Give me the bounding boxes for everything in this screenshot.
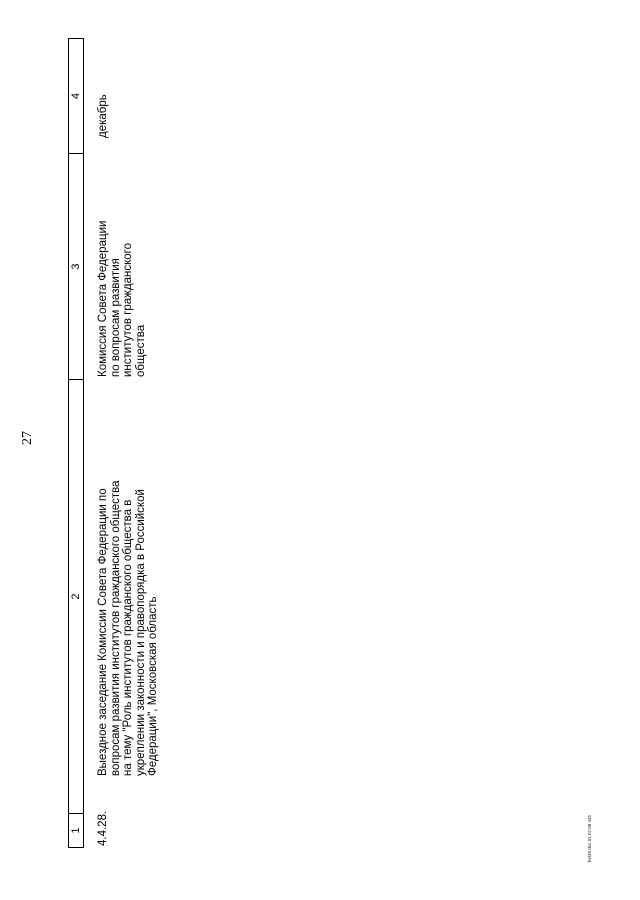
column-number-1: 1 xyxy=(70,827,82,834)
event-date: декабрь xyxy=(97,94,109,138)
column-number-3: 3 xyxy=(70,263,82,270)
table-top-border xyxy=(68,38,69,848)
column-number-4: 4 xyxy=(70,92,82,100)
row-number: 4.4.28. xyxy=(97,810,109,846)
footer-file-code: bel39.doc 01.07.08 445 xyxy=(587,814,592,862)
table-left-border xyxy=(68,847,84,848)
event-description: Выездное заседание Комиссии Совета Федерации по вопросам развития институтов гражданского общества на тему "Роль институтов гражданского общества в укреплении законности и правопорядка в Российской Федерации", Московская область xyxy=(97,480,160,776)
page-number: 27 xyxy=(20,431,35,445)
column-number-2: 2 xyxy=(70,593,82,600)
table-header-bottom-border xyxy=(83,38,84,848)
responsible-body: Комиссия Совета Федерации по вопросам развития институтов гражданского общества xyxy=(97,220,147,377)
